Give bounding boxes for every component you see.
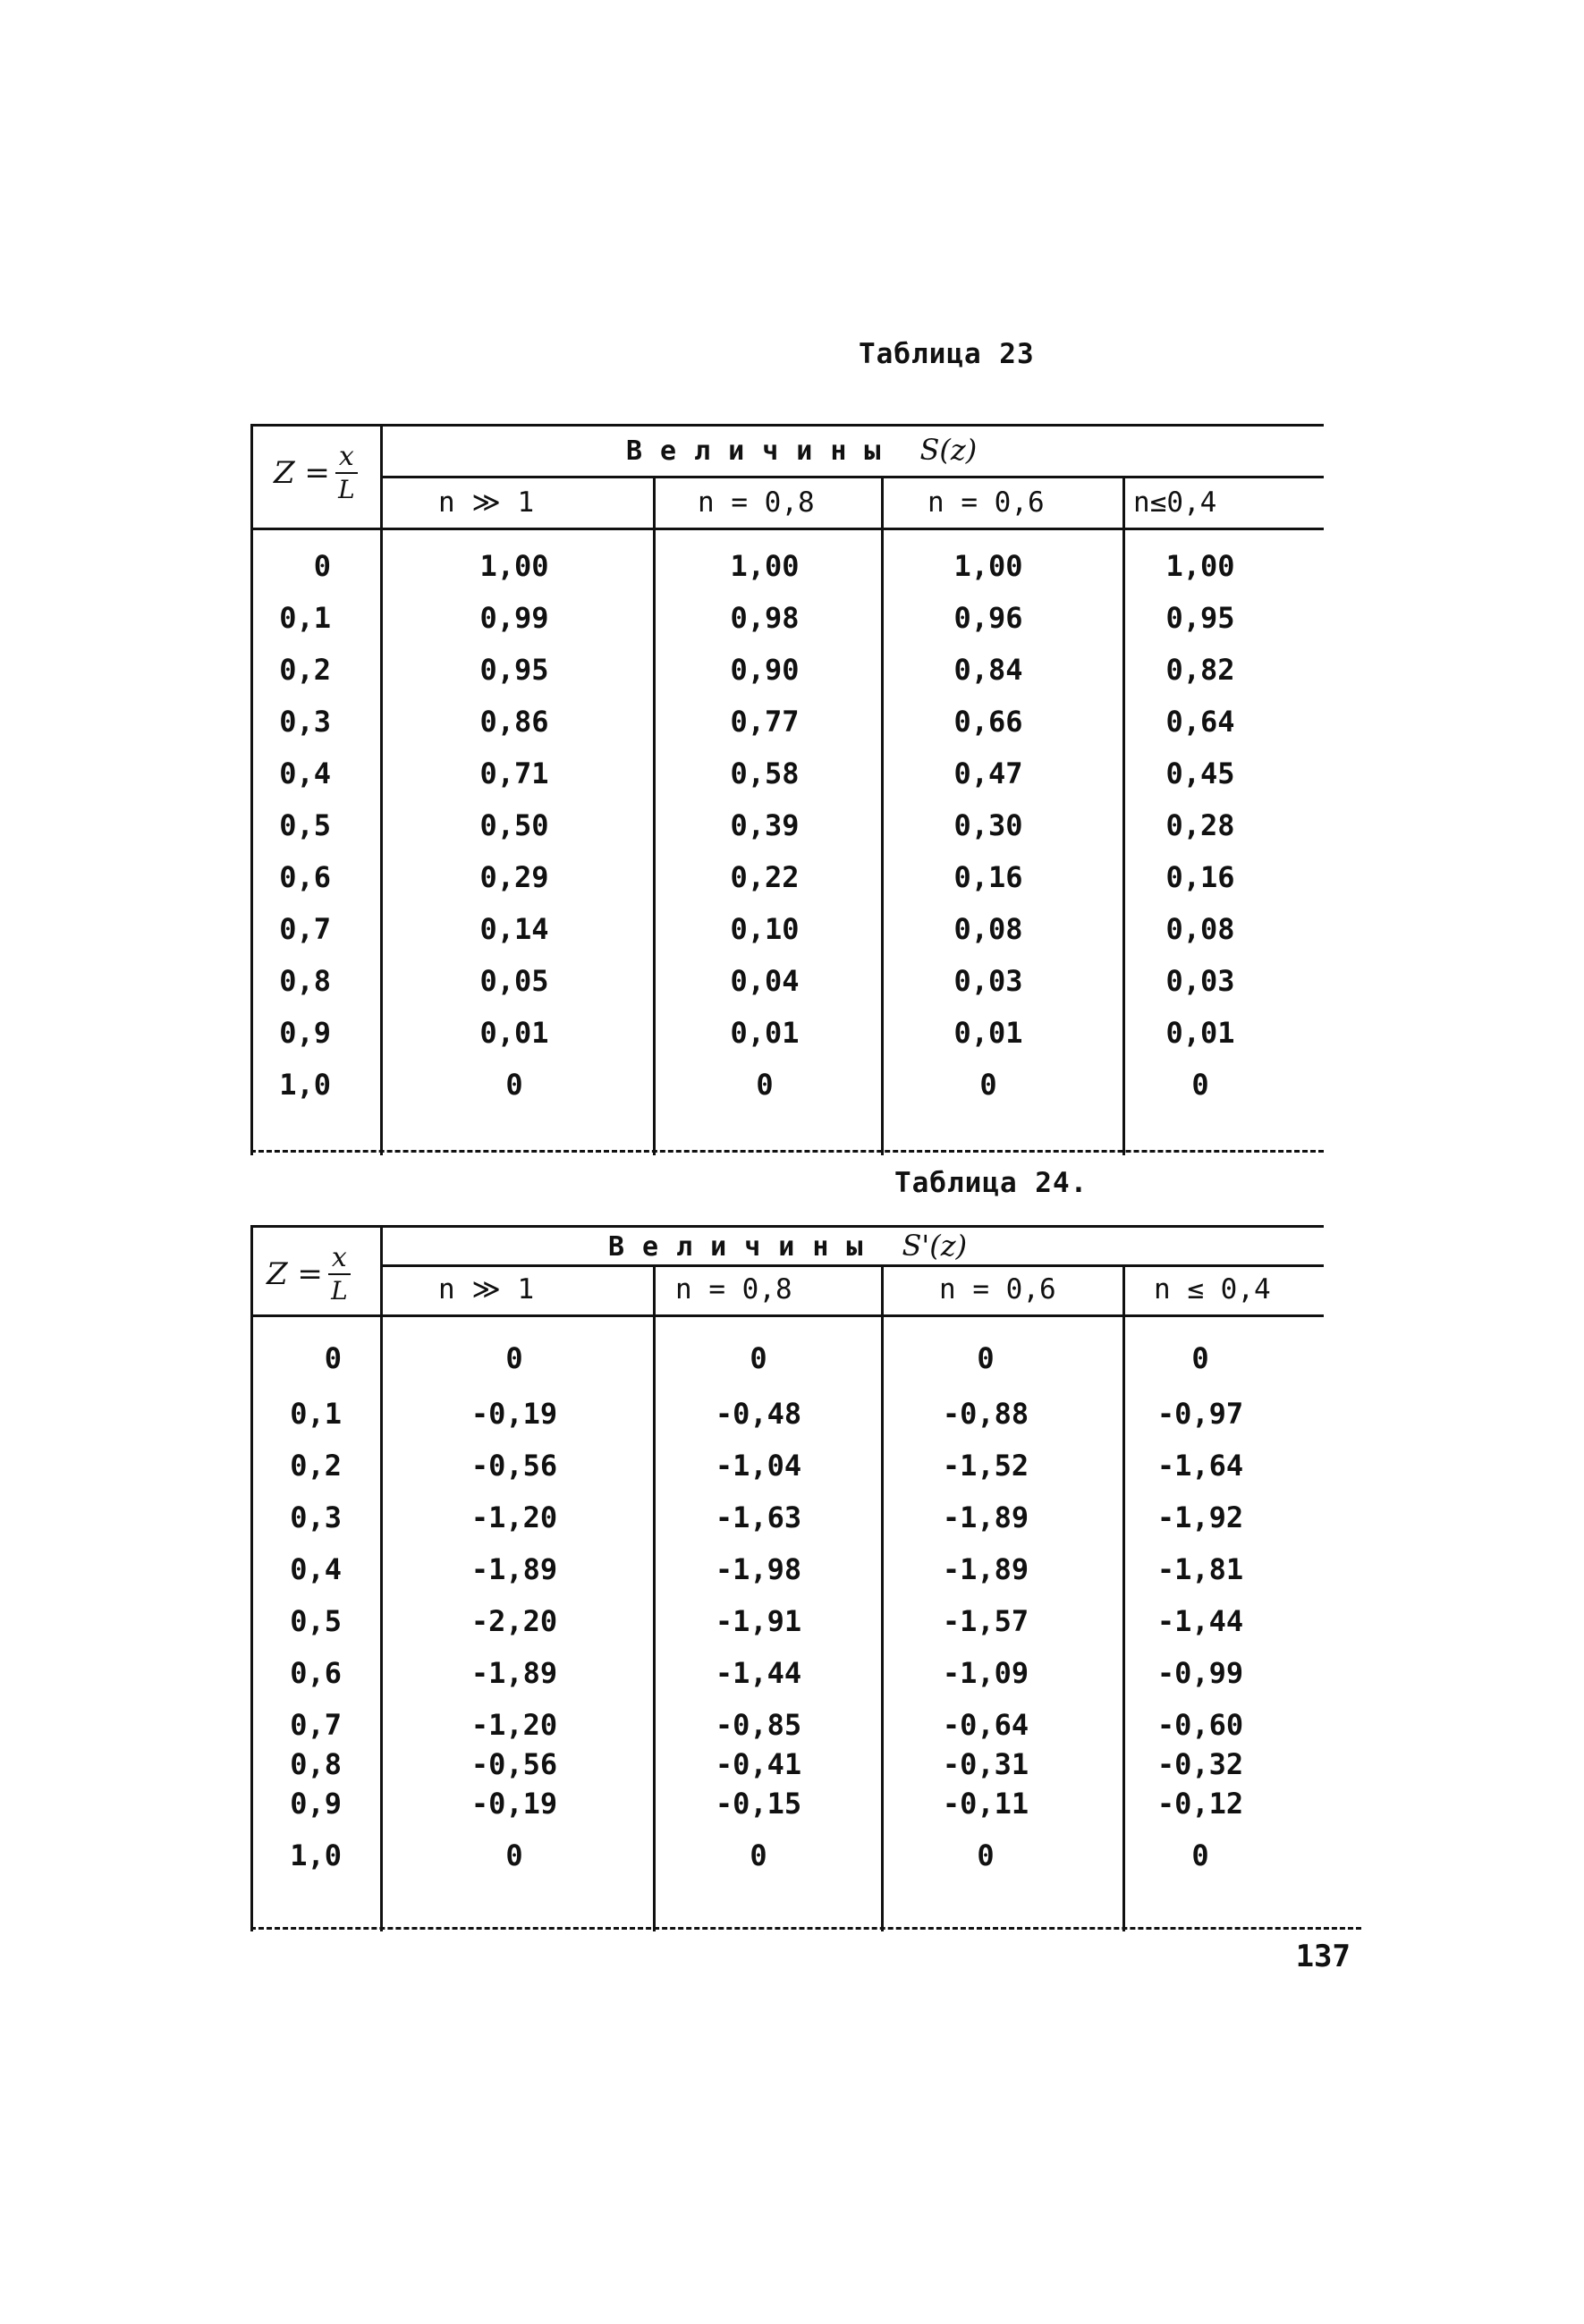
z-value: 0,4 bbox=[290, 1552, 342, 1586]
table-cell: -0,56 bbox=[470, 1449, 558, 1483]
table-cell: 0 bbox=[1191, 1838, 1209, 1872]
column-rule bbox=[380, 424, 383, 1155]
z-symbol: Z = bbox=[267, 1256, 323, 1292]
table-cell: -1,04 bbox=[715, 1449, 802, 1483]
table-cell: 0,01 bbox=[1165, 1016, 1235, 1050]
table-cell: 0,05 bbox=[479, 964, 549, 998]
z-value: 0 bbox=[324, 1341, 342, 1375]
table-cell: 0 bbox=[977, 1341, 995, 1375]
table-cell: -1,57 bbox=[942, 1604, 1029, 1638]
z-value: 0,5 bbox=[279, 808, 331, 842]
table-cell: -1,09 bbox=[942, 1656, 1029, 1690]
col-header: n = 0,6 bbox=[928, 486, 1045, 519]
table-cell: -1,81 bbox=[1156, 1552, 1244, 1586]
table-cell: -1,89 bbox=[942, 1552, 1029, 1586]
table-cell: 0,71 bbox=[479, 756, 549, 790]
table-cell: -1,63 bbox=[715, 1500, 802, 1534]
table-cell: 1,00 bbox=[479, 549, 549, 583]
column-rule bbox=[653, 476, 656, 1155]
table-cell: 0 bbox=[979, 1068, 997, 1102]
table-cell: -1,89 bbox=[942, 1500, 1029, 1534]
table-top-rule bbox=[250, 1225, 1324, 1228]
table-cell: 0,64 bbox=[1165, 705, 1235, 739]
table-cell: -0,19 bbox=[470, 1787, 558, 1821]
table-cell: 0,45 bbox=[1165, 756, 1235, 790]
column-rule bbox=[380, 1225, 383, 1931]
table-cell: -1,91 bbox=[715, 1604, 802, 1638]
z-value: 0,2 bbox=[279, 653, 331, 687]
table-cell: -0,12 bbox=[1156, 1787, 1244, 1821]
table-cell: -0,31 bbox=[942, 1747, 1029, 1781]
col-header: n ≫ 1 bbox=[438, 1273, 535, 1306]
z-value: 0,1 bbox=[290, 1397, 342, 1431]
table-cell: -0,56 bbox=[470, 1747, 558, 1781]
table-cell: 0,01 bbox=[730, 1016, 800, 1050]
table-cell: 0,98 bbox=[730, 601, 800, 635]
table-cell: 0,77 bbox=[730, 705, 800, 739]
table-cell: 0,30 bbox=[953, 808, 1023, 842]
column-rule bbox=[653, 1264, 656, 1931]
table-top-rule bbox=[250, 424, 1324, 427]
table-cell: -1,44 bbox=[1156, 1604, 1244, 1638]
table-cell: 0,28 bbox=[1165, 808, 1235, 842]
header-bottom-rule bbox=[250, 1314, 1324, 1317]
z-value: 0,4 bbox=[279, 756, 331, 790]
table-cell: 0,39 bbox=[730, 808, 800, 842]
table-cell: 0,16 bbox=[1165, 860, 1235, 894]
col-header: n = 0,8 bbox=[675, 1273, 792, 1306]
table-cell: 0,03 bbox=[1165, 964, 1235, 998]
table-cell: -0,60 bbox=[1156, 1708, 1244, 1742]
table-cell: 0,01 bbox=[479, 1016, 549, 1050]
function-symbol: S'(z) bbox=[902, 1229, 968, 1263]
table-cell: 0 bbox=[1191, 1341, 1209, 1375]
z-formula-header bbox=[274, 441, 358, 504]
z-value: 1,0 bbox=[279, 1068, 331, 1102]
table-cell: 0,08 bbox=[953, 912, 1023, 946]
column-rule bbox=[1122, 1264, 1125, 1931]
table-cell: 0,95 bbox=[479, 653, 549, 687]
z-symbol: Z = bbox=[274, 455, 330, 491]
column-rule bbox=[881, 476, 884, 1155]
table-cell: 0 bbox=[750, 1838, 767, 1872]
col-header: n ≫ 1 bbox=[438, 486, 535, 519]
page-number: 137 bbox=[1295, 1939, 1351, 1974]
table-cell: 0,66 bbox=[953, 705, 1023, 739]
table-cell: 0,84 bbox=[953, 653, 1023, 687]
table-cell: 0,29 bbox=[479, 860, 549, 894]
z-value: 0,5 bbox=[290, 1604, 342, 1638]
table-cell: 0,08 bbox=[1165, 912, 1235, 946]
x-over-l-fraction: $\frac{x}{L}$ bbox=[335, 444, 358, 503]
table-cell: 0,50 bbox=[479, 808, 549, 842]
column-rule bbox=[881, 1264, 884, 1931]
table-24-caption: Таблица 24. bbox=[894, 1167, 1088, 1199]
table-cell: 0,99 bbox=[479, 601, 549, 635]
table-cell: 0,86 bbox=[479, 705, 549, 739]
table-cell: 0,03 bbox=[953, 964, 1023, 998]
z-value: 0 bbox=[313, 549, 331, 583]
header-bottom-rule bbox=[250, 528, 1324, 530]
z-value: 0,9 bbox=[290, 1787, 342, 1821]
table-cell: 0,10 bbox=[730, 912, 800, 946]
table-cell: 0,47 bbox=[953, 756, 1023, 790]
table-cell: 1,00 bbox=[953, 549, 1023, 583]
table-cell: 0,04 bbox=[730, 964, 800, 998]
table-cell: 0 bbox=[756, 1068, 774, 1102]
table-cell: -1,98 bbox=[715, 1552, 802, 1586]
z-value: 0,8 bbox=[290, 1747, 342, 1781]
header-sub-rule bbox=[380, 1264, 1324, 1267]
table-cell: 0,01 bbox=[953, 1016, 1023, 1050]
z-value: 0,6 bbox=[290, 1656, 342, 1690]
table-cell: 0,90 bbox=[730, 653, 800, 687]
table-cell: 0,96 bbox=[953, 601, 1023, 635]
col-header: n = 0,8 bbox=[698, 486, 815, 519]
values-title: Величины S(z) bbox=[626, 433, 978, 467]
z-value: 0,1 bbox=[279, 601, 331, 635]
table-cell: 0 bbox=[505, 1341, 523, 1375]
table-cell: 0,16 bbox=[953, 860, 1023, 894]
col-header: n≤0,4 bbox=[1133, 486, 1217, 519]
table-left-rule bbox=[250, 1225, 253, 1931]
table-cell: -1,44 bbox=[715, 1656, 802, 1690]
table-cell: 0 bbox=[505, 1838, 523, 1872]
table-cell: -0,19 bbox=[470, 1397, 558, 1431]
table-cell: -1,20 bbox=[470, 1500, 558, 1534]
table-cell: -0,64 bbox=[942, 1708, 1029, 1742]
z-value: 0,9 bbox=[279, 1016, 331, 1050]
table-cell: -1,64 bbox=[1156, 1449, 1244, 1483]
z-value: 0,8 bbox=[279, 964, 331, 998]
table-left-rule bbox=[250, 424, 253, 1155]
table-cell: -0,11 bbox=[942, 1787, 1029, 1821]
table-cell: -2,20 bbox=[470, 1604, 558, 1638]
table-cell: -0,41 bbox=[715, 1747, 802, 1781]
table-cell: -1,20 bbox=[470, 1708, 558, 1742]
x-over-l-fraction: $\frac{x}{L}$ bbox=[328, 1245, 351, 1304]
z-value: 0,7 bbox=[290, 1708, 342, 1742]
table-cell: -1,92 bbox=[1156, 1500, 1244, 1534]
col-header: n ≤ 0,4 bbox=[1154, 1273, 1271, 1306]
table-bottom-dashed-rule bbox=[250, 1927, 1361, 1930]
table-cell: -0,88 bbox=[942, 1397, 1029, 1431]
table-cell: 1,00 bbox=[1165, 549, 1235, 583]
table-cell: -0,97 bbox=[1156, 1397, 1244, 1431]
table-cell: -0,32 bbox=[1156, 1747, 1244, 1781]
table-cell: -1,52 bbox=[942, 1449, 1029, 1483]
z-value: 0,7 bbox=[279, 912, 331, 946]
z-value: 0,3 bbox=[290, 1500, 342, 1534]
table-cell: 0 bbox=[1191, 1068, 1209, 1102]
table-cell: -0,15 bbox=[715, 1787, 802, 1821]
z-formula-header bbox=[267, 1242, 351, 1306]
z-value: 1,0 bbox=[290, 1838, 342, 1872]
table-cell: -1,89 bbox=[470, 1656, 558, 1690]
table-cell: 0,95 bbox=[1165, 601, 1235, 635]
table-cell: 0 bbox=[750, 1341, 767, 1375]
column-rule bbox=[1122, 476, 1125, 1155]
table-cell: -0,48 bbox=[715, 1397, 802, 1431]
table-cell: 0 bbox=[977, 1838, 995, 1872]
table-23 bbox=[250, 424, 1324, 1157]
table-bottom-dashed-rule bbox=[250, 1150, 1324, 1153]
table-cell: 1,00 bbox=[730, 549, 800, 583]
table-24 bbox=[250, 1225, 1324, 1931]
values-title: Величины S'(z) bbox=[608, 1229, 968, 1263]
table-cell: -1,89 bbox=[470, 1552, 558, 1586]
table-cell: 0 bbox=[505, 1068, 523, 1102]
header-sub-rule bbox=[380, 476, 1324, 478]
table-cell: 0,58 bbox=[730, 756, 800, 790]
table-cell: -0,85 bbox=[715, 1708, 802, 1742]
table-cell: -0,99 bbox=[1156, 1656, 1244, 1690]
z-value: 0,2 bbox=[290, 1449, 342, 1483]
table-23-caption: Таблица 23 bbox=[859, 338, 1035, 370]
z-value: 0,3 bbox=[279, 705, 331, 739]
table-cell: 0,82 bbox=[1165, 653, 1235, 687]
table-cell: 0,22 bbox=[730, 860, 800, 894]
col-header: n = 0,6 bbox=[939, 1273, 1056, 1306]
function-symbol: S(z) bbox=[919, 433, 978, 467]
table-cell: 0,14 bbox=[479, 912, 549, 946]
z-value: 0,6 bbox=[279, 860, 331, 894]
